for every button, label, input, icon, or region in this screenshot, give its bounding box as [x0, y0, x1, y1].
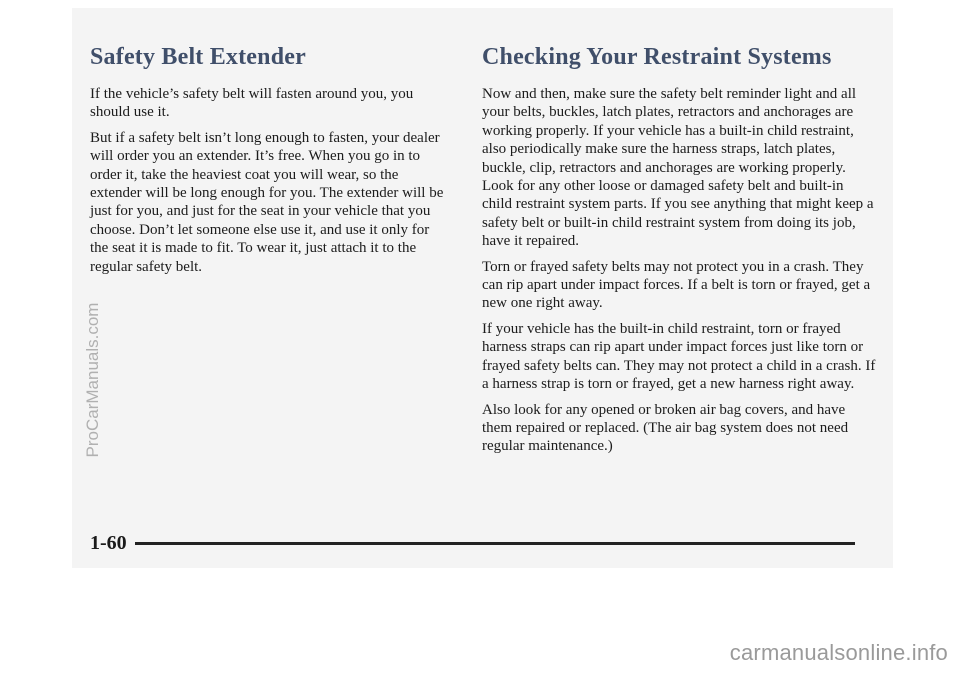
paragraph: Torn or frayed safety belts may not protect you in a crash. They can rip apart under impact forces. If a belt is torn or frayed, get a new one right away. — [482, 258, 871, 312]
paragraph: If your vehicle has the built-in child restraint, torn or frayed harness straps can rip apart under impact forces just like torn or frayed safety belts can. They may not protect a child in a crash. If a harness strap is torn or frayed, get a new harness right away. — [482, 320, 876, 393]
side-watermark: ProCarManuals.com — [83, 302, 102, 458]
paragraph: Also look for any opened or broken air bag covers, and have them repaired or replaced. (The air bag system does not need regular maintenance.) — [482, 401, 849, 455]
section-title-safety-belt-extender: Safety Belt Extender — [90, 44, 306, 70]
footer-rule — [135, 542, 855, 545]
section-title-checking-restraint-systems: Checking Your Restraint Systems — [482, 44, 832, 70]
right-column — [482, 44, 877, 463]
manual-page — [72, 8, 893, 568]
paragraph: Now and then, make sure the safety belt reminder light and all your belts, buckles, latch plates, retractors and anchorages are working properly. If your vehicle has a built-in child restraint, also periodically make sure the harness straps, latch plates, buckle, clip, retractors and anchorages are working properly. Look for any other loose or damaged safety belt and built-in child restraint system parts. If you see anything that might keep a safety belt or built-in child restraint system from doing its job, have it repaired. — [482, 86, 874, 250]
paragraph: But if a safety belt isn’t long enough to fasten, your dealer will order you an extender. It’s free. When you go in to order it, take the heaviest coat you will wear, so the extender will be long enough for you. The extender will be just for you, and just for the seat in your vehicle that you choose. Don’t let someone else use it, and use it only for the seat it is made to fit. To wear it, just attach it to the regular safety belt. — [90, 129, 444, 275]
paragraph: If the vehicle’s safety belt will fasten around you, you should use it. — [90, 86, 414, 121]
page-number: 1-60 — [90, 531, 127, 554]
page-footer — [90, 533, 855, 553]
bottom-watermark: carmanualsonline.info — [729, 640, 948, 665]
left-column — [90, 44, 450, 283]
